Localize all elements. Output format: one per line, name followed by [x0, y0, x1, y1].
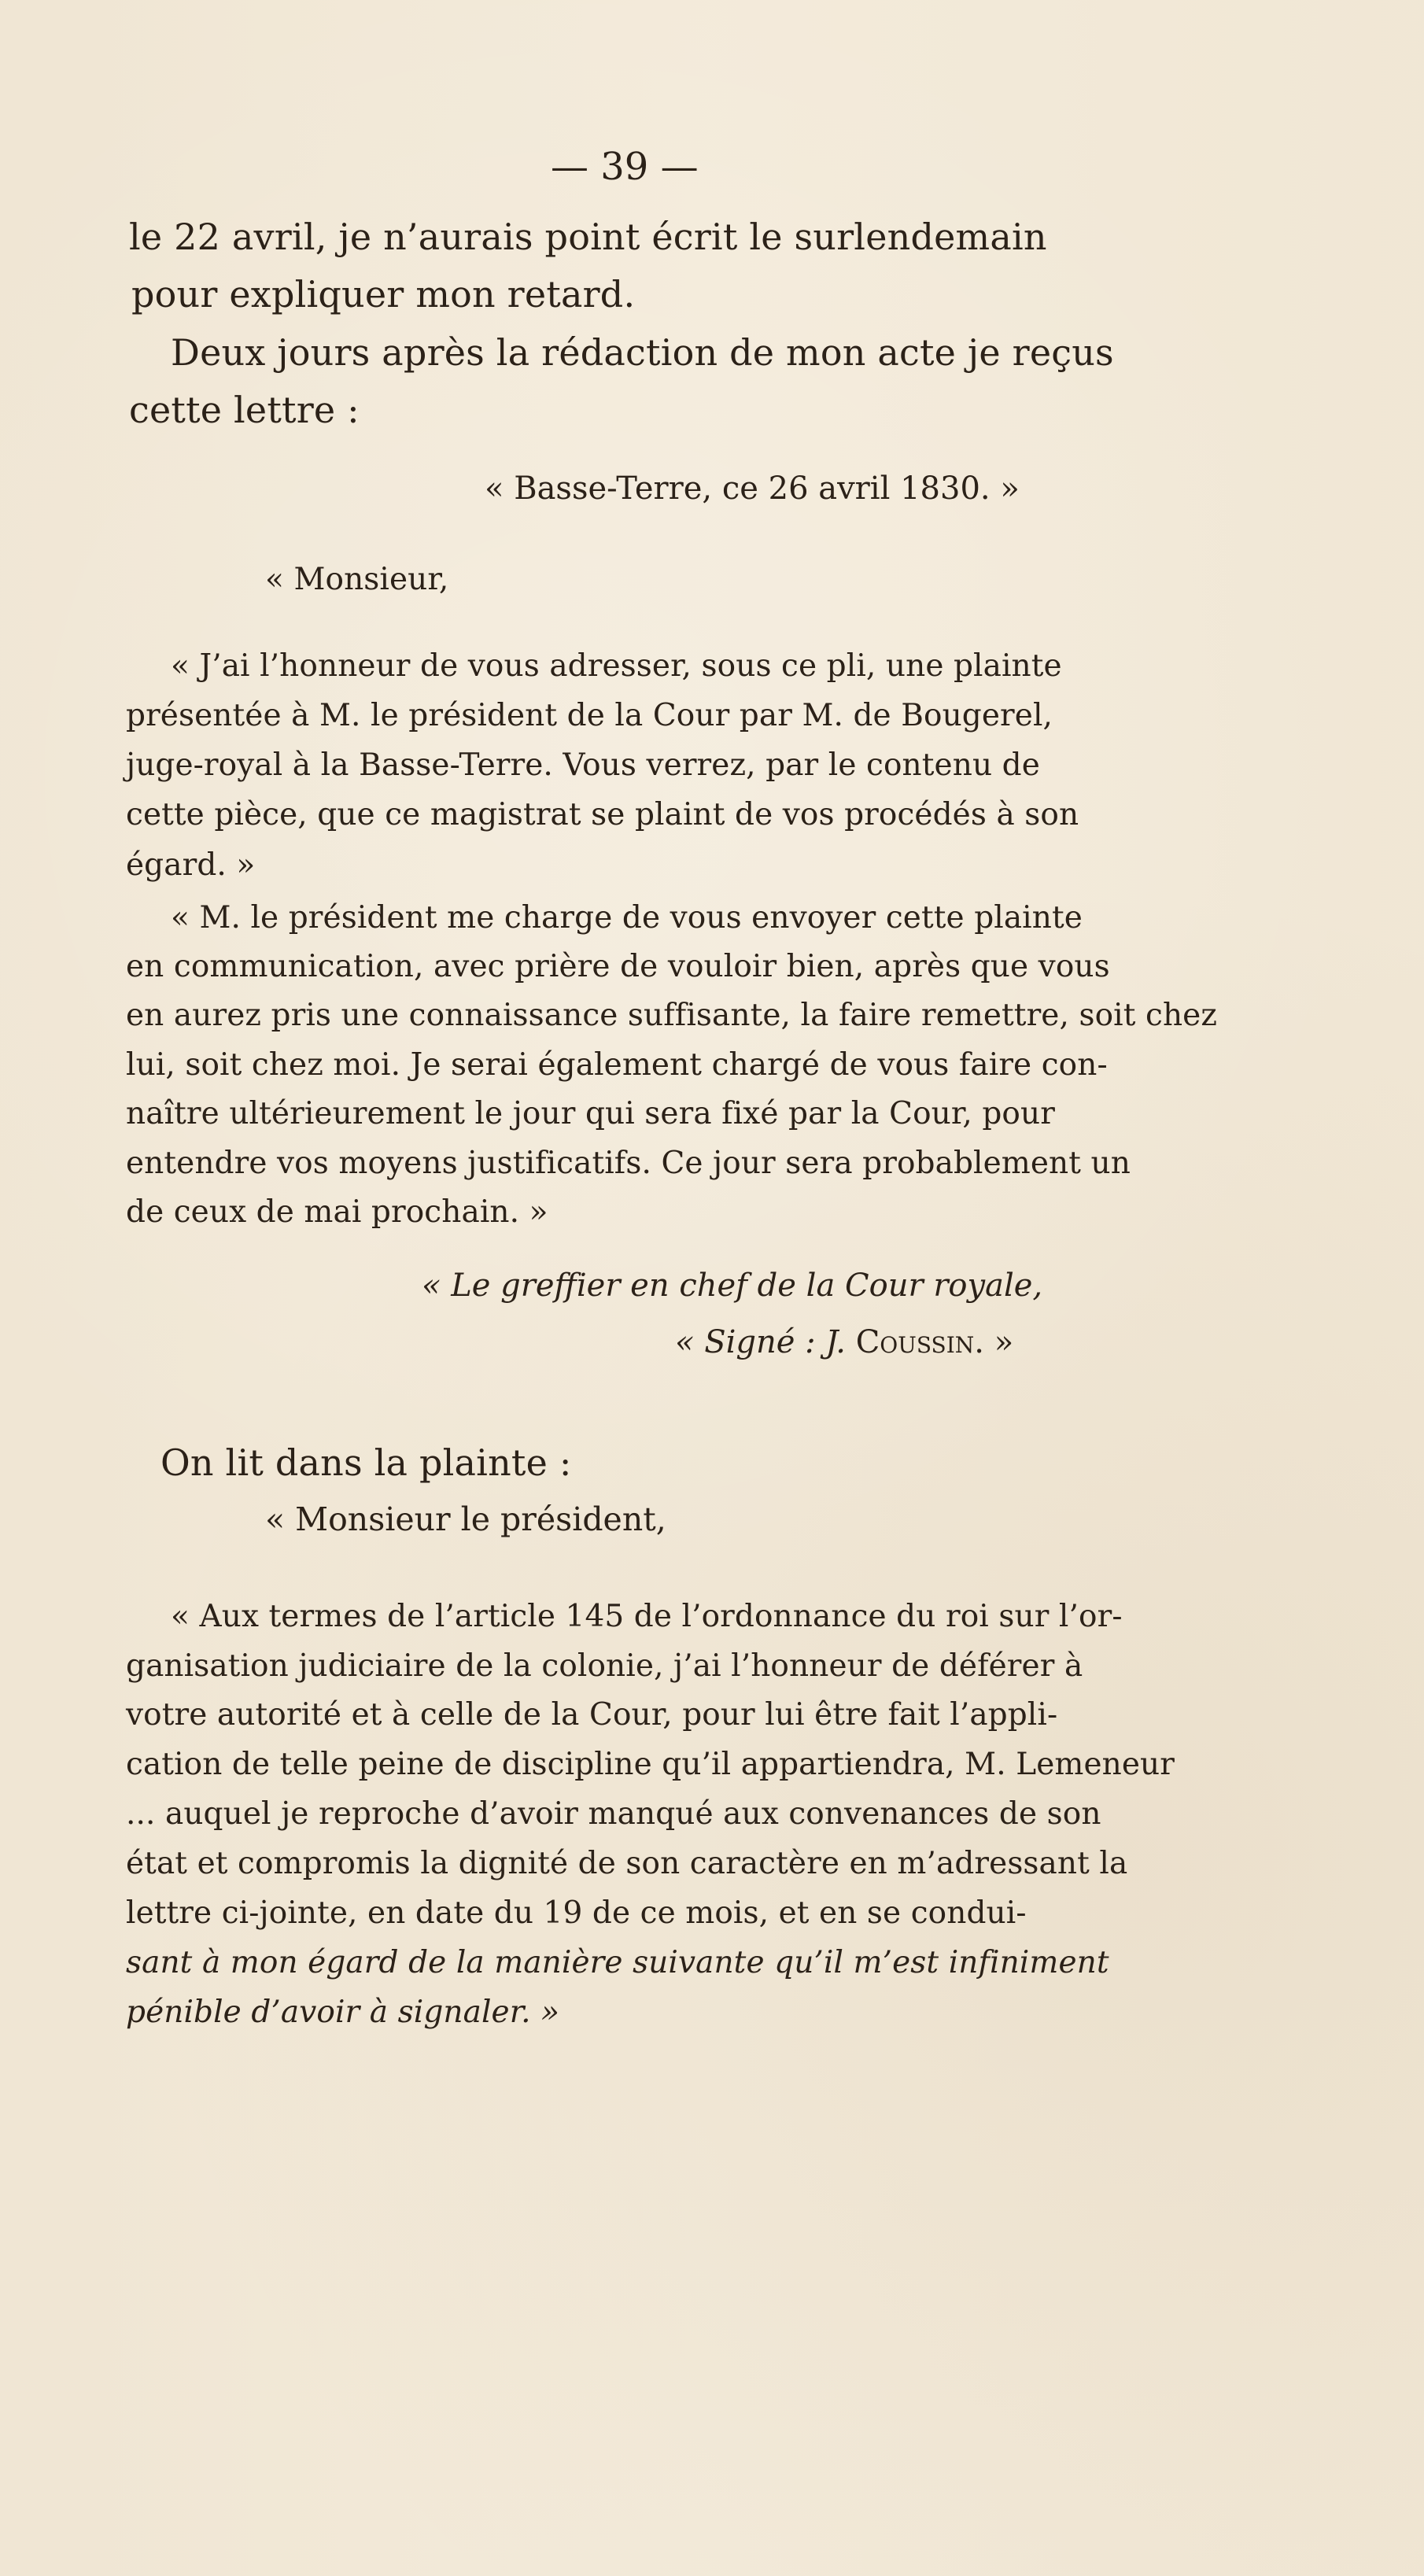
- text-line-11: en communication, avec prière de vouloir bien, après que vous: [126, 949, 1110, 984]
- text-line-23: état et compromis la dignité de son caractère en m’adressant la: [126, 1846, 1128, 1881]
- text-line-5: « J’ai l’honneur de vous adresser, sous ce pli, une plainte: [171, 648, 1062, 684]
- text-line-16: de ceux de mai prochain. »: [126, 1194, 548, 1230]
- text-line-9: égard. »: [126, 847, 256, 883]
- text-line-7: juge-royal à la Basse-Terre. Vous verrez, par le contenu de: [126, 747, 1040, 783]
- text-line-10: « M. le président me charge de vous envoyer cette plainte: [171, 900, 1083, 936]
- text-line-4: cette lettre :: [129, 389, 360, 431]
- text-line-20: votre autorité et à celle de la Cour, pour lui être fait l’appli-: [126, 1697, 1058, 1733]
- salutation-2: « Monsieur le président,: [265, 1500, 666, 1538]
- signature-name: Coussin: [855, 1324, 975, 1360]
- text-line-8: cette pièce, que ce magistrat se plaint de vos procédés à son: [126, 797, 1079, 832]
- text-line-17: On lit dans la plainte :: [160, 1441, 572, 1484]
- signature-line-1: « Le greffier en chef de la Cour royale,: [422, 1268, 1043, 1304]
- text-line-26: pénible d’avoir à signaler. »: [126, 1995, 560, 2030]
- text-line-15: entendre vos moyens justificatifs. Ce jour sera probablement un: [126, 1146, 1131, 1181]
- salutation-1: « Monsieur,: [265, 562, 449, 597]
- text-line-13: lui, soit chez moi. Je serai également chargé de vous faire con-: [126, 1047, 1108, 1083]
- dateline: « Basse-Terre, ce 26 avril 1830. »: [485, 471, 1020, 507]
- text-line-1: le 22 avril, je n’aurais point écrit le surlendemain: [129, 216, 1047, 258]
- text-line-3: Deux jours après la rédaction de mon acte je reçus: [171, 331, 1114, 374]
- text-line-25: sant à mon égard de la manière suivante qu’il m’est infiniment: [126, 1945, 1109, 1980]
- page-number: — 39 —: [551, 145, 699, 189]
- signature-prefix: « Signé : J.: [675, 1324, 856, 1360]
- signature-suffix: . »: [974, 1324, 1014, 1360]
- text-line-12: en aurez pris une connaissance suffisante, la faire remettre, soit chez: [126, 998, 1218, 1033]
- text-line-2: pour expliquer mon retard.: [131, 273, 636, 316]
- text-line-21: cation de telle peine de discipline qu’il appartiendra, M. Lemeneur: [126, 1747, 1175, 1782]
- text-line-22: ... auquel je reproche d’avoir manqué aux convenances de son: [126, 1796, 1101, 1832]
- text-line-24: lettre ci-jointe, en date du 19 de ce mois, et en se condui-: [126, 1895, 1027, 1931]
- text-line-14: naître ultérieurement le jour qui sera fixé par la Cour, pour: [126, 1096, 1055, 1131]
- signature-line-2: [675, 1324, 1014, 1360]
- text-line-18: « Aux termes de l’article 145 de l’ordonnance du roi sur l’or-: [171, 1599, 1123, 1634]
- text-line-6: présentée à M. le président de la Cour par M. de Bougerel,: [126, 698, 1053, 733]
- text-line-19: ganisation judiciaire de la colonie, j’ai l’honneur de déférer à: [126, 1648, 1083, 1684]
